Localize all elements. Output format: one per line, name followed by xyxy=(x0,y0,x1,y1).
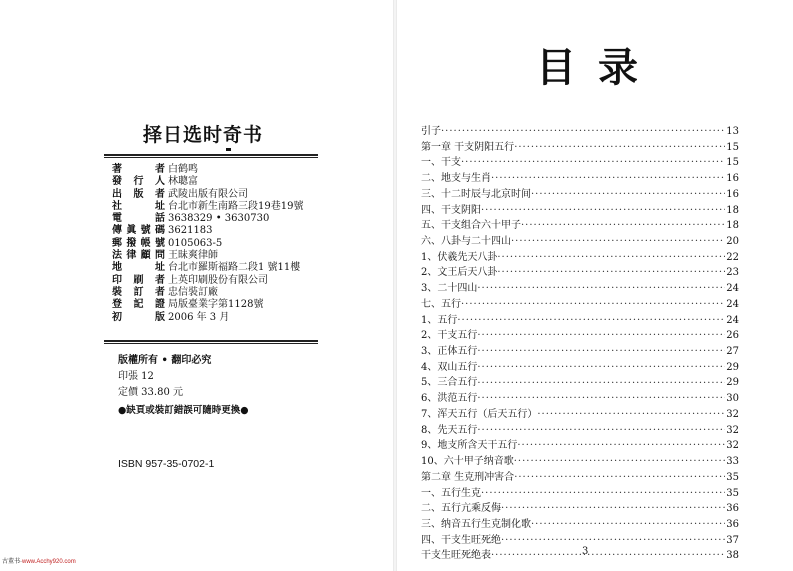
info-row xyxy=(112,225,322,237)
toc-entry xyxy=(421,187,739,203)
toc-leader-dots xyxy=(477,281,725,297)
toc-entry-page: 13 xyxy=(726,125,739,137)
toc-entry-page: 16 xyxy=(726,173,739,185)
toc-entry-page: 33 xyxy=(726,456,739,468)
toc-leader-dots xyxy=(477,328,725,344)
toc-entry-page: 22 xyxy=(726,251,739,263)
watermark-prefix: 古董书· xyxy=(2,559,22,565)
info-row xyxy=(112,312,322,324)
toc-leader-dots xyxy=(497,250,725,266)
info-value: 局版臺業字第1128號 xyxy=(168,299,264,311)
toc-entry-page: 29 xyxy=(726,361,739,373)
toc-entry-page: 32 xyxy=(726,440,739,452)
info-value: 2006 年 3 月 xyxy=(168,311,230,323)
toc-entry-label: 第二章 生克刑冲害合 xyxy=(421,471,515,483)
toc-entry-page: 26 xyxy=(726,330,739,342)
toc-entry-label: 3、二十四山 xyxy=(421,283,478,295)
toc-entry-label: 3、正体五行 xyxy=(421,346,478,358)
page-number: 3 xyxy=(582,546,589,557)
toc-entry xyxy=(421,548,739,564)
toc-leader-dots xyxy=(461,297,725,313)
info-label: 裝訂者 xyxy=(112,286,165,298)
info-value: 王昧爽律師 xyxy=(168,250,218,262)
info-row xyxy=(112,262,322,274)
toc-leader-dots xyxy=(477,376,725,392)
toc-entry-label: 三、纳音五行生克制化歌 xyxy=(421,518,531,530)
toc-entry-page: 15 xyxy=(726,157,739,169)
toc-entry xyxy=(421,297,739,313)
toc-entry-label: 一、干支 xyxy=(421,157,461,169)
info-label: 郵撥帳號 xyxy=(112,237,165,249)
toc-leader-dots xyxy=(501,501,725,517)
toc-entry-label: 二、地支与生肖 xyxy=(421,173,491,185)
toc-entry-label: 六、八卦与二十四山 xyxy=(421,236,511,248)
toc-entry xyxy=(421,376,739,392)
toc-entry-label: 干支生旺死绝表 xyxy=(421,550,491,562)
toc-entry xyxy=(421,391,739,407)
info-label: 電話 xyxy=(112,213,165,225)
toc-entry xyxy=(421,328,739,344)
toc-leader-dots xyxy=(491,548,725,564)
toc-entry-page: 30 xyxy=(726,393,739,405)
toc-entry xyxy=(421,470,739,486)
top-rule xyxy=(104,154,318,156)
info-label: 傳眞號碼 xyxy=(112,225,165,237)
info-label: 登記證 xyxy=(112,299,165,311)
toc-entry-label: 2、干支五行 xyxy=(421,330,478,342)
toc-entry xyxy=(421,203,739,219)
toc-entry-label: 四、干支生旺死绝 xyxy=(421,534,501,546)
toc-entry xyxy=(421,454,739,470)
toc-entry-label: 1、五行 xyxy=(421,314,458,326)
info-row xyxy=(112,287,322,299)
rights-notice: 版權所有 • 翻印必究 xyxy=(118,355,212,366)
info-row xyxy=(112,238,322,250)
toc-leader-dots xyxy=(481,486,725,502)
toc-entry-label: 一、五行生克 xyxy=(421,487,481,499)
sheets-count: 印張 12 xyxy=(118,371,154,382)
book-title: 择日选时奇书 xyxy=(142,124,263,146)
toc-entry-label: 四、干支阴阳 xyxy=(421,204,481,216)
watermark-site: www.Acchy920.com xyxy=(22,559,76,565)
info-label: 地址 xyxy=(112,262,165,274)
toc-leader-dots xyxy=(514,454,726,470)
toc-entry-label: 2、文王后天八卦 xyxy=(421,267,498,279)
info-row xyxy=(112,213,322,225)
toc-entry-page: 15 xyxy=(726,141,739,153)
info-label: 初版 xyxy=(112,311,165,323)
watermark xyxy=(2,556,76,565)
toc-entry-label: 引子 xyxy=(421,125,441,137)
toc-entry xyxy=(421,438,739,454)
info-value: 忠信裝訂廠 xyxy=(168,286,218,298)
info-value: 武陵出版有限公司 xyxy=(168,188,248,200)
toc-entry-label: 8、先天五行 xyxy=(421,424,478,436)
toc-entry-label: 二、五行亢乘反侮 xyxy=(421,503,501,515)
toc-leader-dots xyxy=(441,124,725,140)
toc-entry-page: 29 xyxy=(726,377,739,389)
info-label: 發行人 xyxy=(112,176,165,188)
info-label: 法律顧問 xyxy=(112,250,165,262)
isbn: ISBN 957-35-0702-1 xyxy=(118,458,215,470)
info-value: 白鹤鸣 xyxy=(168,164,198,175)
toc-entry-page: 20 xyxy=(726,236,739,248)
toc-entry-label: 10、六十甲子纳音歌 xyxy=(421,456,514,468)
toc-leader-dots xyxy=(537,407,725,423)
toc-entry xyxy=(421,155,739,171)
toc-entry-label: 7、浑天五行（后天五行） xyxy=(421,408,538,420)
toc-leader-dots xyxy=(514,140,725,156)
toc-entry xyxy=(421,234,739,250)
toc-entry xyxy=(421,124,739,140)
toc-entry-page: 35 xyxy=(726,471,739,483)
info-row xyxy=(112,299,322,311)
toc-entry-page: 32 xyxy=(726,408,739,420)
info-value: 台北市羅斯福路二段1 號11樓 xyxy=(168,262,301,274)
toc-leader-dots xyxy=(531,517,725,533)
info-label: 出版者 xyxy=(112,188,165,200)
toc-leader-dots xyxy=(497,265,725,281)
toc-entry-label: 七、五行 xyxy=(421,298,461,310)
toc-entry xyxy=(421,218,739,234)
toc-entry-label: 5、三合五行 xyxy=(421,377,478,389)
info-value: 0105063-5 xyxy=(168,237,223,249)
copyright-info-block xyxy=(112,164,322,324)
toc-leader-dots xyxy=(477,360,725,376)
toc-entry xyxy=(421,344,739,360)
info-value: 台北市新生南路三段19巷19號 xyxy=(168,200,304,212)
toc-leader-dots xyxy=(477,391,725,407)
toc-leader-dots xyxy=(517,438,725,454)
toc-entry-page: 36 xyxy=(726,503,739,515)
info-label: 社址 xyxy=(112,200,165,212)
toc-heading: 目录 xyxy=(536,45,660,91)
price: 定價 33.80 元 xyxy=(118,387,183,398)
toc-entry xyxy=(421,140,739,156)
toc-entry-label: 三、十二时辰与北京时间 xyxy=(421,188,531,200)
toc-entry-label: 4、双山五行 xyxy=(421,361,478,373)
toc-leader-dots xyxy=(477,344,725,360)
toc-entry-page: 23 xyxy=(726,267,739,279)
toc-leader-dots xyxy=(521,218,725,234)
toc-entry xyxy=(421,171,739,187)
toc-leader-dots xyxy=(457,313,725,329)
toc-entry-page: 35 xyxy=(726,487,739,499)
toc-entry-page: 37 xyxy=(726,534,739,546)
toc-entry-page: 27 xyxy=(726,346,739,358)
info-row xyxy=(112,275,322,287)
info-row xyxy=(112,201,322,213)
toc-leader-dots xyxy=(477,423,725,439)
toc-entry xyxy=(421,281,739,297)
toc-entry xyxy=(421,486,739,502)
toc-entry xyxy=(421,517,739,533)
toc-entry xyxy=(421,265,739,281)
toc-entry-page: 18 xyxy=(726,220,739,232)
toc-entry xyxy=(421,250,739,266)
info-row xyxy=(112,164,322,176)
toc-leader-dots xyxy=(481,203,725,219)
toc-entry-page: 24 xyxy=(726,283,739,295)
toc-entry-label: 6、洪范五行 xyxy=(421,393,478,405)
toc-entry xyxy=(421,407,739,423)
toc-entry xyxy=(421,360,739,376)
toc-entry xyxy=(421,423,739,439)
toc-entry-page: 18 xyxy=(726,204,739,216)
bottom-rule-thin xyxy=(104,343,318,344)
info-value: 林聰富 xyxy=(168,176,198,188)
info-value: 3638329 • 3630730 xyxy=(168,213,270,225)
toc-entry-label: 五、干支组合六十甲子 xyxy=(421,220,521,232)
info-row xyxy=(112,250,322,262)
info-label: 印刷者 xyxy=(112,274,165,286)
toc-entry-page: 32 xyxy=(726,424,739,436)
toc-entry-label: 9、地支所含天干五行 xyxy=(421,440,518,452)
toc-entry-page: 16 xyxy=(726,188,739,200)
toc-entry-page: 38 xyxy=(726,550,739,562)
defect-note: ●缺頁或裝訂錯誤可隨時更換● xyxy=(118,405,249,416)
bottom-rule xyxy=(104,340,318,342)
toc-entry xyxy=(421,501,739,517)
table-of-contents xyxy=(421,124,739,564)
toc-leader-dots xyxy=(514,470,725,486)
info-value: 3621183 xyxy=(168,225,213,237)
top-rule-thin xyxy=(104,157,318,158)
toc-entry xyxy=(421,313,739,329)
info-label: 著者 xyxy=(112,164,165,175)
info-row xyxy=(112,176,322,188)
toc-entry xyxy=(421,533,739,549)
info-row xyxy=(112,189,322,201)
toc-entry-page: 36 xyxy=(726,518,739,530)
toc-entry-page: 24 xyxy=(726,314,739,326)
left-page xyxy=(0,0,396,571)
info-value: 上英印刷股份有限公司 xyxy=(168,274,268,286)
toc-leader-dots xyxy=(531,187,725,203)
right-page xyxy=(396,0,793,571)
toc-entry-label: 1、伏羲先天八卦 xyxy=(421,251,498,263)
toc-leader-dots xyxy=(461,155,725,171)
title-dot xyxy=(226,148,231,151)
toc-entry-label: 第一章 干支阴阳五行 xyxy=(421,141,515,153)
toc-leader-dots xyxy=(491,171,725,187)
toc-entry-page: 24 xyxy=(726,298,739,310)
toc-leader-dots xyxy=(501,533,725,549)
toc-leader-dots xyxy=(511,234,725,250)
